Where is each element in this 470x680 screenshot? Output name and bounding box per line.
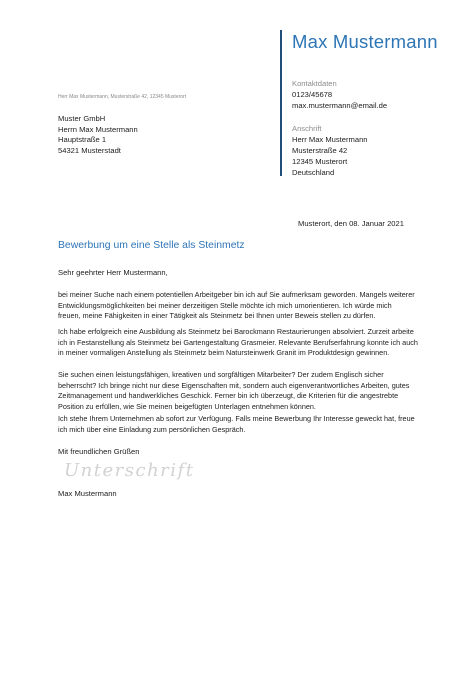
signer-name: Max Mustermann [58, 489, 117, 498]
paragraph-line: Entwicklungsmöglichkeiten bei meiner derzeitigen Stelle möchte ich mich umorientieren. Ich würde mich [58, 300, 392, 310]
contact-block [292, 78, 387, 111]
sender-return-line: Herr Max Mustermann, Musterstraße 42, 12345 Musterort [58, 94, 187, 100]
body-paragraph [58, 327, 428, 359]
paragraph-line: Zeitmanagement und handwerkliches Geschick. Ferner bin ich überzeugt, die Kriterien für die angestrebte [58, 391, 399, 401]
address-heading: Anschrift [292, 124, 322, 133]
paragraph-line: Ich stehe Ihrem Unternehmen ab sofort zur Verfügung. Falls meine Bewerbung Ihr Interesse geweckt hat, freue [58, 414, 415, 423]
recipient-line: Herrn Max Mustermann [58, 124, 138, 134]
header-accent-bar [280, 30, 282, 176]
body-paragraph [58, 370, 428, 413]
paragraph-line: beherrscht? Ich bringe nicht nur diese Eigenschaften mit, sondern auch eigenverantwortliches Arbeiten, gutes [58, 380, 410, 390]
recipient-line: Muster GmbH [58, 114, 106, 123]
recipient-block [58, 114, 138, 156]
contact-heading: Kontaktdaten [292, 79, 337, 88]
address-line: Musterstraße 42 [292, 146, 348, 155]
paragraph-line: ich in Festanstellung als Steinmetz bei Gartengestaltung Grasmeier. Relevante Berufserfahrung konnte ich auch [58, 337, 418, 347]
body-paragraph [58, 290, 428, 322]
paragraph-line: ich mich über eine Einladung zum persönlichen Gespräch. [58, 424, 246, 434]
paragraph-line: Sie suchen einen leistungsfähigen, kreativen und sorgfältigen Mitarbeiter? Der zudem Englisch sicher [58, 370, 384, 379]
recipient-line: 54321 Musterstadt [58, 145, 121, 155]
closing-phrase: Mit freundlichen Grüßen [58, 447, 140, 456]
body-paragraph [58, 414, 428, 435]
signature: Unterschrift [64, 460, 195, 481]
applicant-name: Max Mustermann [292, 31, 438, 52]
address-line: Deutschland [292, 168, 335, 177]
phone-number: 0123/45678 [292, 90, 333, 99]
paragraph-line: Position zu erfüllen, wie Sie meinen beigefügten Unterlagen entnehmen können. [58, 402, 316, 412]
recipient-line: Hauptstraße 1 [58, 135, 107, 145]
letter-date: Musterort, den 08. Januar 2021 [298, 219, 404, 228]
address-block [292, 123, 368, 178]
salutation: Sehr geehrter Herr Mustermann, [58, 268, 168, 277]
paragraph-line: bei meiner Suche nach einem potentiellen Arbeitgeber bin ich auf Sie aufmerksam geworden. Mangels weiterer [58, 290, 415, 299]
letter-subject: Bewerbung um eine Stelle als Steinmetz [58, 240, 245, 251]
paragraph-line: in meiner vormaligen Anstellung als Steinmetz beim Natursteinwerk Granit im Produktdesign gewinnen. [58, 348, 390, 358]
email-address: max.mustermann@email.de [292, 101, 388, 110]
paragraph-line: Ich habe erfolgreich eine Ausbildung als Steinmetz bei Barockmann Restaurierungen absolviert. Zurzeit arbeite [58, 327, 414, 336]
address-line: 12345 Musterort [292, 157, 348, 166]
paragraph-line: freuen, meine Fähigkeiten in einer Tätigkeit als Steinmetz bei Ihnen unter Beweis stellen zu dürfen. [58, 311, 376, 321]
address-line: Herr Max Mustermann [292, 135, 368, 144]
